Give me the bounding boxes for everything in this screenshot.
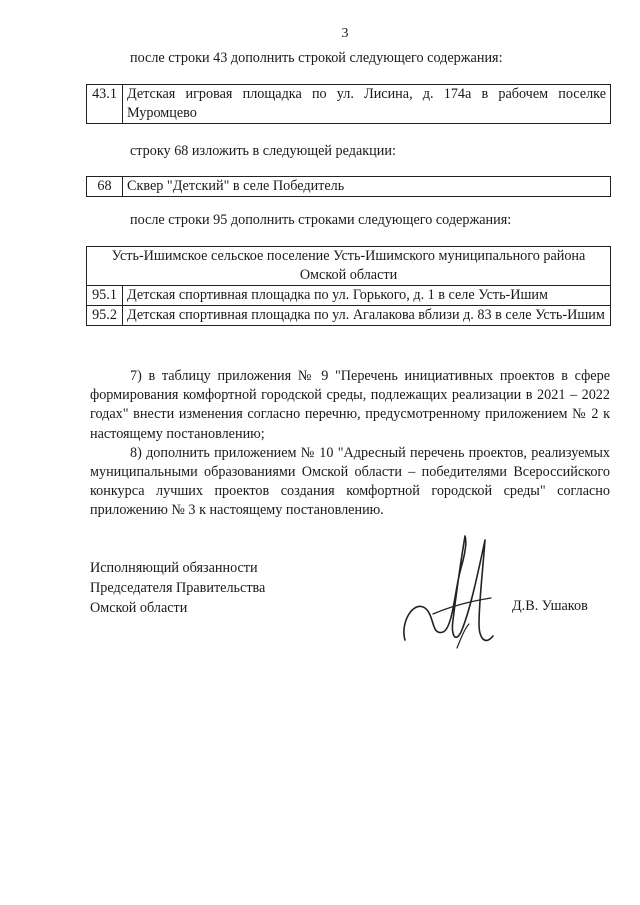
signatory-title-line: Председателя Правительства xyxy=(90,580,266,596)
section2-table xyxy=(86,176,611,197)
table-row xyxy=(87,286,611,306)
table-row xyxy=(87,85,611,124)
table-header: Усть-Ишимское сельское поселение Усть-Ишимского муниципального района Омской области xyxy=(87,247,611,286)
paragraph-8: 8) дополнить приложением № 10 "Адресный перечень проектов, реализуемых муниципальными образованиями Омской области – победителями Всероссийского конкурса лучших проектов создания комфортной городской среды" согласно приложению № 3 к настоящему постановлению. xyxy=(90,444,610,519)
section2-intro: строку 68 изложить в следующей редакции: xyxy=(130,143,396,159)
paragraph-7: 7) в таблицу приложения № 9 "Перечень инициативных проектов в сфере формирования комфортной городской среды, подлежащих реализации в 2021 – 2022 годах" внести изменения согласно перечню, предусмотренному приложением № 2 к настоящему постановлению; xyxy=(90,368,610,442)
row-text: Детская спортивная площадка по ул. Горького, д. 1 в селе Усть-Ишим xyxy=(123,286,611,306)
signatory-title xyxy=(90,558,265,618)
row-number: 43.1 xyxy=(87,85,123,124)
handwritten-signature xyxy=(395,528,505,658)
row-text: Сквер "Детский" в селе Победитель xyxy=(123,177,611,197)
table-row xyxy=(87,306,611,326)
row-text: Детская спортивная площадка по ул. Агалакова вблизи д. 83 в селе Усть-Ишим xyxy=(123,306,611,326)
body-paragraphs xyxy=(90,367,610,521)
table-row xyxy=(87,177,611,197)
section1-table xyxy=(86,84,611,124)
section3-table xyxy=(86,246,611,326)
signatory-title-line: Исполняющий обязанности xyxy=(90,560,258,576)
row-number: 68 xyxy=(87,177,123,197)
section1-intro: после строки 43 дополнить строкой следующего содержания: xyxy=(130,50,503,66)
row-text: Детская игровая площадка по ул. Лисина, д. 174а в рабочем поселке Муромцево xyxy=(123,85,611,124)
signatory-title-line: Омской области xyxy=(90,600,188,616)
row-number: 95.2 xyxy=(87,306,123,326)
signatory-name: Д.В. Ушаков xyxy=(512,598,588,614)
row-number: 95.1 xyxy=(87,286,123,306)
page-number: 3 xyxy=(341,26,349,41)
table-header-row xyxy=(87,247,611,286)
section3-intro: после строки 95 дополнить строками следующего содержания: xyxy=(130,212,512,228)
